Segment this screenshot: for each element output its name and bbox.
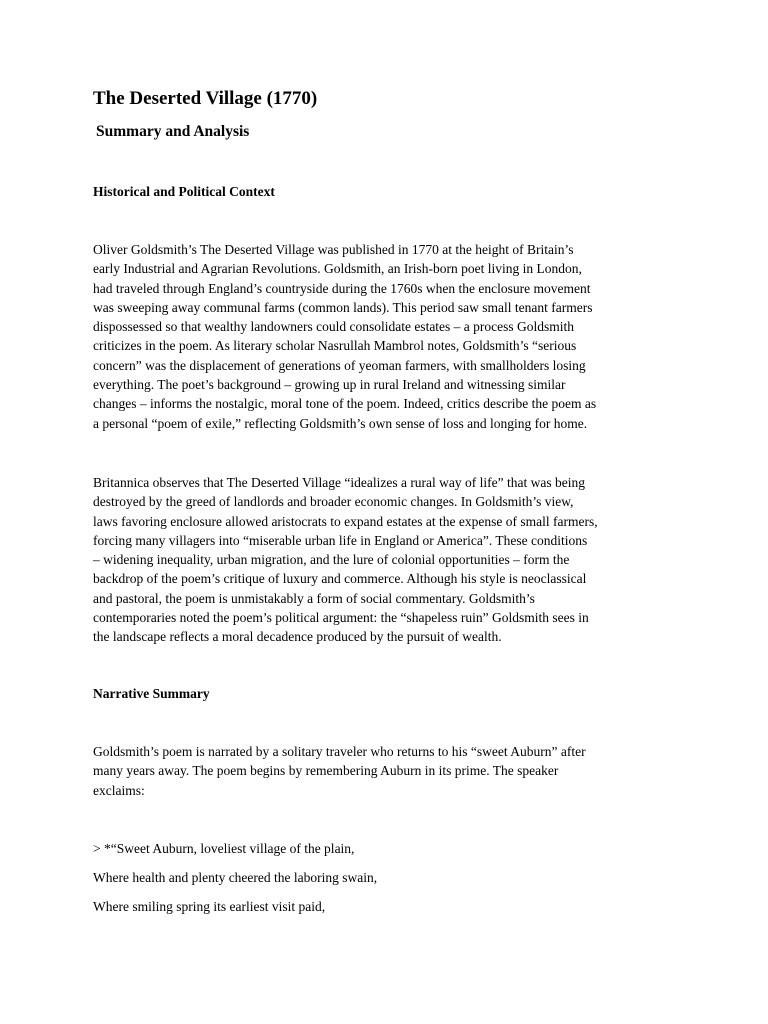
text-line: had traveled through England’s countryside during the 1760s when the enclosure movement <box>93 280 591 296</box>
text-line: laws favoring enclosure allowed aristocrats to expand estates at the expense of small farmers, <box>93 513 598 529</box>
text-line: destroyed by the greed of landlords and broader economic changes. In Goldsmith’s view, <box>93 494 574 510</box>
text-line: concern” was the displacement of generations of yeoman farmers, with smallholders losing <box>93 357 586 373</box>
text-line: Britannica observes that The Deserted Village “idealizes a rural way of life” that was being <box>93 475 585 490</box>
document-title: The Deserted Village (1770) <box>93 88 318 109</box>
text-line: criticizes in the poem. As literary scholar Nasrullah Mambrol notes, Goldsmith’s “serious <box>93 338 577 354</box>
quote-line: Where health and plenty cheered the laboring swain, <box>93 870 378 885</box>
quote-line: Where smiling spring its earliest visit paid, <box>93 899 326 914</box>
document-subtitle: Summary and Analysis <box>96 123 250 140</box>
text-line: changes – informs the nostalgic, moral tone of the poem. Indeed, critics describe the poem as <box>93 396 597 412</box>
text-line: dispossessed so that wealthy landowners could consolidate estates – a process Goldsmith <box>93 319 575 335</box>
text-line: backdrop of the poem’s critique of luxury and commerce. Although his style is neoclassical <box>93 571 587 587</box>
paragraph-narrative-summary <box>93 742 693 800</box>
quote-line: > *“Sweet Auburn, loveliest village of the plain, <box>93 841 355 856</box>
text-line: Goldsmith’s poem is narrated by a solitary traveler who returns to his “sweet Auburn” after <box>93 744 586 759</box>
text-line: early Industrial and Agrarian Revolutions. Goldsmith, an Irish-born poet living in London, <box>93 261 582 277</box>
text-line: Oliver Goldsmith’s The Deserted Village was published in 1770 at the height of Britain’s <box>93 242 574 257</box>
section-heading-narrative-summary: Narrative Summary <box>93 686 210 701</box>
paragraph-historical-context <box>93 240 693 433</box>
text-line: – widening inequality, urban migration, and the lure of colonial opportunities – form the <box>93 552 570 568</box>
paragraph-britannica <box>93 473 693 647</box>
text-line: contemporaries noted the poem’s political argument: the “shapeless ruin” Goldsmith sees in <box>93 610 589 626</box>
text-line: and pastoral, the poem is unmistakably a form of social commentary. Goldsmith’s <box>93 590 535 606</box>
text-line: forcing many villagers into “miserable urban life in England or America”. These conditions <box>93 532 588 548</box>
text-line: everything. The poet’s background – growing up in rural Ireland and witnessing similar <box>93 377 566 393</box>
text-line: a personal “poem of exile,” reflecting Goldsmith’s own sense of loss and longing for home. <box>93 415 588 431</box>
text-line: the landscape reflects a moral decadence produced by the pursuit of wealth. <box>93 629 502 645</box>
text-line: many years away. The poem begins by remembering Auburn in its prime. The speaker <box>93 763 559 779</box>
text-line: was sweeping away communal farms (common lands). This period saw small tenant farmers <box>93 299 593 315</box>
section-heading-historical-context: Historical and Political Context <box>93 184 275 199</box>
text-line: exclaims: <box>93 782 145 798</box>
